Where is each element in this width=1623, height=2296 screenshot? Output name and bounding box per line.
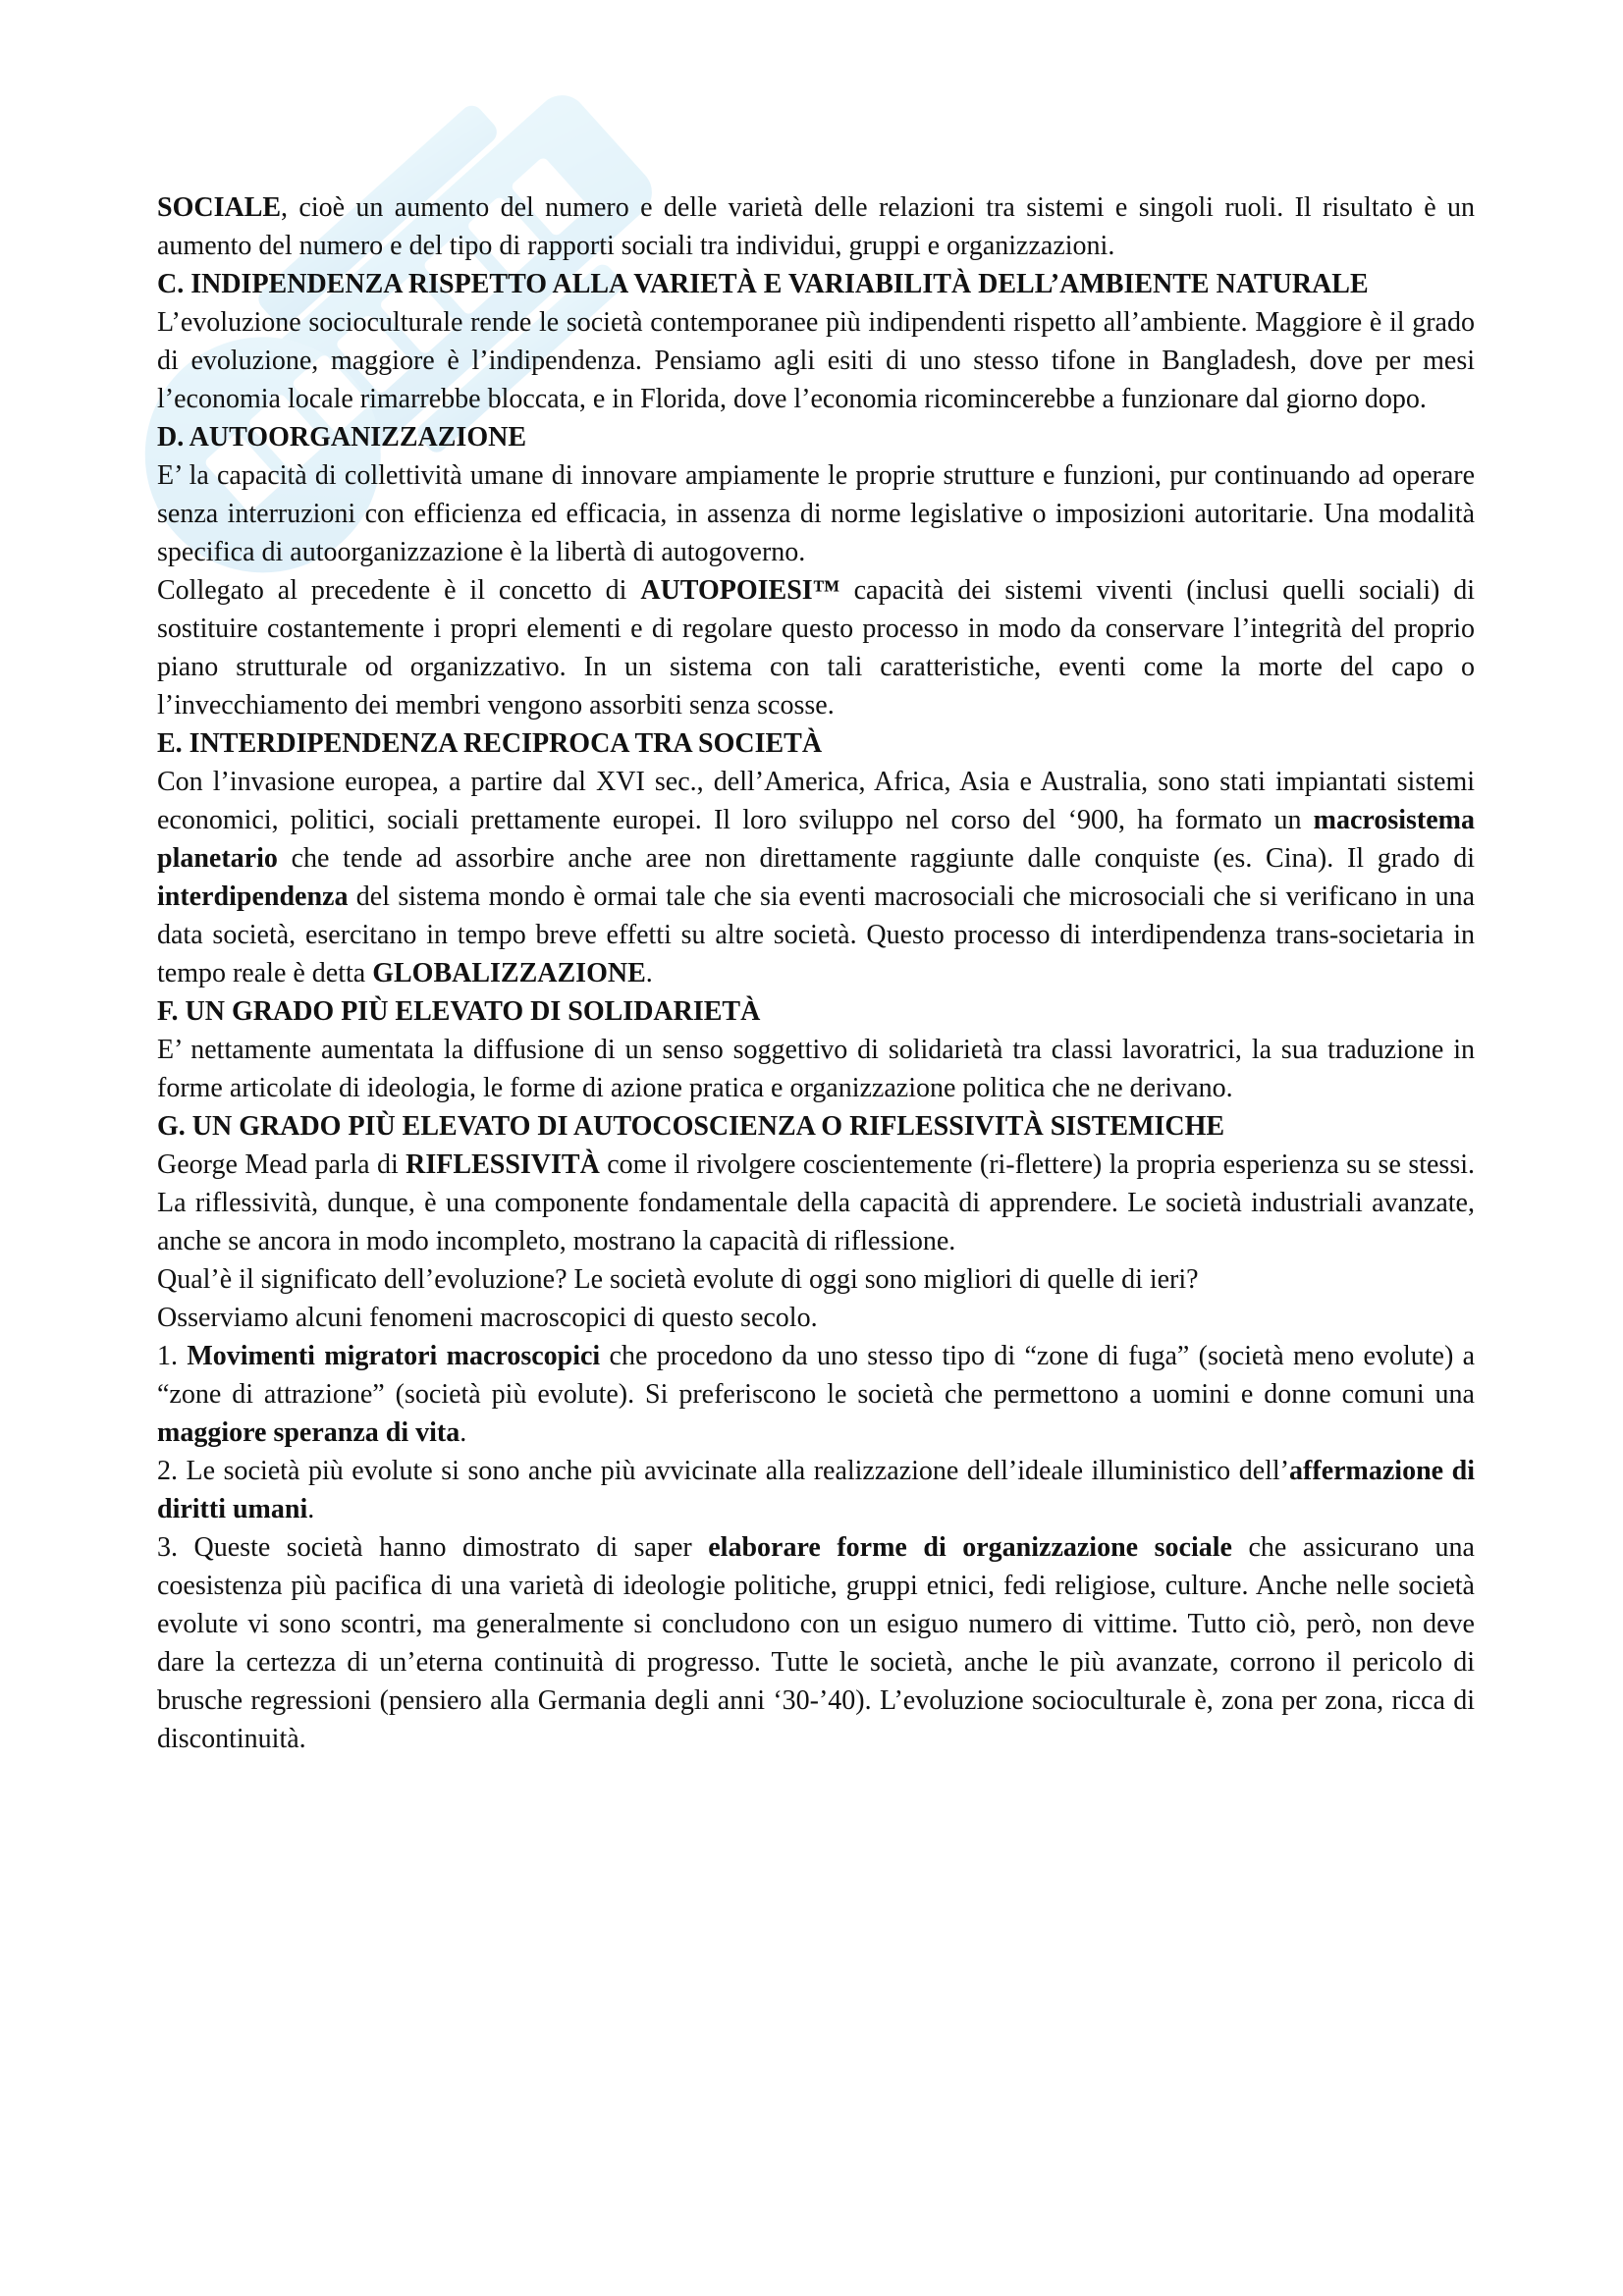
observation-line: Osserviamo alcuni fenomeni macroscopici di questo secolo. xyxy=(157,1303,818,1333)
list-item-2: 2. Le società più evolute si sono anche più avvicinate alla realizzazione dell’ideale illuministico dell’affermazione di diritti umani. xyxy=(157,1456,1475,1524)
section-g-heading: G. UN GRADO PIÙ ELEVATO DI AUTOCOSCIENZA O RIFLESSIVITÀ SISTEMICHE xyxy=(157,1111,1225,1142)
list-item-1: 1. Movimenti migratori macroscopici che procedono da uno stesso tipo di “zone di fuga” (società meno evolute) a “zone di attrazione” (società più evolute). Si preferiscono le società che permettono a uomini e donne comuni una maggiore speranza di vita. xyxy=(157,1341,1476,1448)
bold-term: GLOBALIZZAZIONE xyxy=(372,958,646,988)
section-g-paragraph: George Mead parla di RIFLESSIVITÀ come il rivolgere coscientemente (ri-flettere) la propria esperienza su se stessi. La riflessività, dunque, è una componente fondamentale della capacità di apprendere. Le società industriali avanzate, anche se ancora in modo incompleto, mostrano la capacità di riflessione. xyxy=(157,1149,1475,1256)
section-d-paragraph-2: Collegato al precedente è il concetto di AUTOPOIESI™ capacità dei sistemi viventi (inclusi quelli sociali) di sostituire costantemente i propri elementi e di regolare questo processo in modo da conservare l’integrità del proprio piano strutturale od organizzativo. In un sistema con tali caratteristiche, eventi come la morte del capo o l’invecchiamento dei membri vengono assorbiti senza scosse. xyxy=(157,575,1475,721)
intro-paragraph: SOCIALE, cioè un aumento del numero e delle varietà delle relazioni tra sistemi e singoli ruoli. Il risultato è un aumento del numero e del tipo di rapporti sociali tra individui, gruppi e organizzazioni. xyxy=(157,192,1475,261)
section-e-paragraph: Con l’invasione europea, a partire dal XVI sec., dell’America, Africa, Asia e Australia, sono stati impiantati sistemi economici, politici, sociali prettamente europei. Il loro sviluppo nel corso del ‘900, ha formato un macrosistema planetario che tende ad assorbire anche aree non direttamente raggiunte dalle conquiste (es. Cina). Il grado di interdipendenza del sistema mondo è ormai tale che sia eventi macrosociali che microsociali che si verificano in una data società, esercitano in tempo breve effetti su altre società. Questo processo di interdipendenza trans-societaria in tempo reale è detta GLOBALIZZAZIONE. xyxy=(157,767,1475,988)
section-f-paragraph: E’ nettamente aumentata la diffusione di un senso soggettivo di solidarietà tra classi lavoratrici, la sua traduzione in forme articolate di ideologia, le forme di azione pratica e organizzazione politica che ne derivano. xyxy=(157,1035,1475,1103)
bold-term: elaborare forme di organizzazione sociale xyxy=(708,1532,1232,1563)
bold-term: SOCIALE xyxy=(157,192,282,223)
bold-term: interdipendenza xyxy=(157,881,349,912)
section-c-heading: C. INDIPENDENZA RISPETTO ALLA VARIETÀ E VARIABILITÀ DELL’AMBIENTE NATURALE xyxy=(157,269,1369,299)
section-c-paragraph: L’evoluzione socioculturale rende le società contemporanee più indipendenti rispetto all’ambiente. Maggiore è il grado di evoluzione, maggiore è l’indipendenza. Pensiamo agli esiti di uno stesso tifone in Bangladesh, dove per mesi l’economia locale rimarrebbe bloccata, e in Florida, dove l’economia ricomincerebbe a funzionare dal giorno dopo. xyxy=(157,307,1475,414)
question-line: Qual’è il significato dell’evoluzione? Le società evolute di oggi sono migliori di quelle di ieri? xyxy=(157,1264,1199,1295)
bold-term: macrosistema planetario xyxy=(157,805,1475,874)
section-e-heading: E. INTERDIPENDENZA RECIPROCA TRA SOCIETÀ xyxy=(157,728,823,759)
bold-term: maggiore speranza di vita xyxy=(157,1417,460,1448)
section-d-paragraph-1: E’ la capacità di collettività umane di innovare ampiamente le proprie strutture e funzioni, pur continuando ad operare senza interruzioni con efficienza ed efficacia, in assenza di norme legislative o imposizioni autoritarie. Una modalità specifica di autoorganizzazione è la libertà di autogoverno. xyxy=(157,460,1475,567)
document-body xyxy=(157,188,1475,1758)
section-d-heading: D. AUTOORGANIZZAZIONE xyxy=(157,422,527,453)
bold-term: Movimenti migratori macroscopici xyxy=(187,1341,601,1371)
bold-term: AUTOPOIESI™ xyxy=(640,575,840,606)
bold-term: RIFLESSIVITÀ xyxy=(406,1149,600,1180)
list-item-3: 3. Queste società hanno dimostrato di saper elaborare forme di organizzazione sociale che assicurano una coesistenza più pacifica di una varietà di ideologie politiche, gruppi etnici, fedi religiose, culture. Anche nelle società evolute vi sono scontri, ma generalmente si concludono con un esiguo numero di vittime. Tutto ciò, però, non deve dare la certezza di un’eterna continuità di progresso. Tutte le società, anche le più avanzate, corrono il pericolo di brusche regressioni (pensiero alla Germania degli anni ‘30-’40). L’evoluzione socioculturale è, zona per zona, ricca di discontinuità. xyxy=(157,1532,1475,1754)
section-f-heading: F. UN GRADO PIÙ ELEVATO DI SOLIDARIETÀ xyxy=(157,996,761,1027)
bold-term: affermazione di diritti umani xyxy=(157,1456,1475,1524)
